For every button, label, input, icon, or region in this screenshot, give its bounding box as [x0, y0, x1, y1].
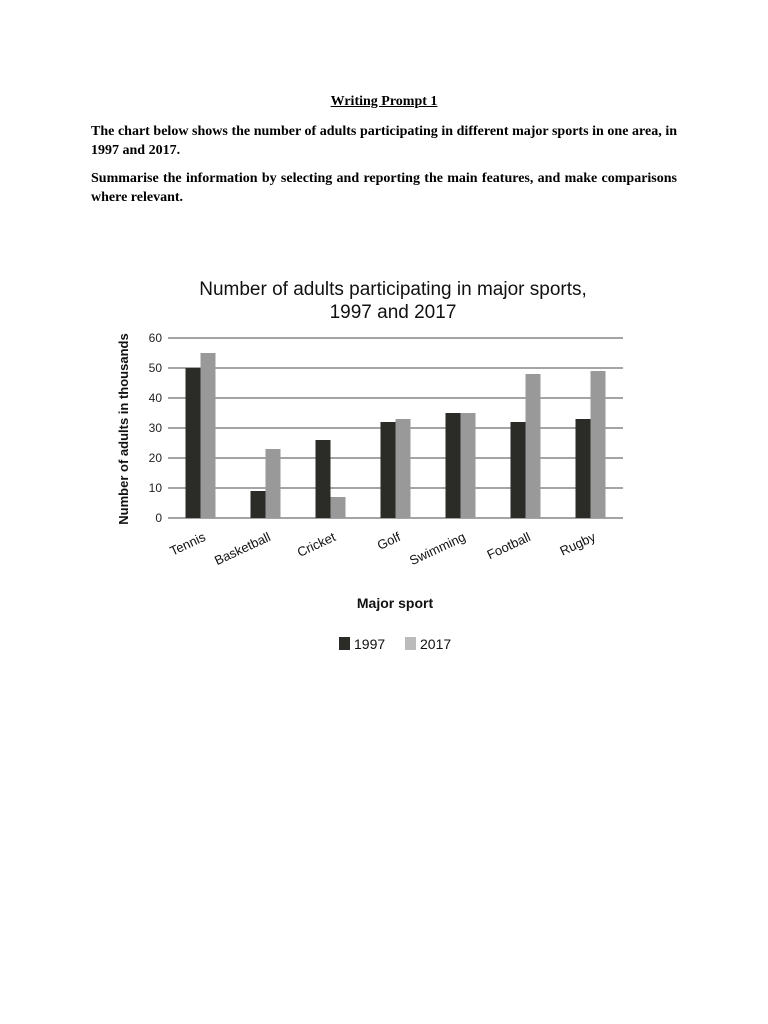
bar-1997-rugby	[576, 419, 591, 518]
bars	[186, 353, 606, 518]
chart-title-line-2: 1997 and 2017	[329, 302, 457, 323]
x-tick-labels	[167, 529, 598, 568]
x-tick-label-cricket: Cricket	[294, 529, 338, 560]
prompt-paragraph-2: Summarise the information by selecting and reporting the main features, and make comparisons where relevant.	[91, 171, 677, 205]
legend	[339, 636, 451, 652]
bar-2017-basketball	[266, 449, 281, 518]
legend-label-2017: 2017	[420, 636, 452, 652]
y-tick-label: 40	[148, 391, 162, 405]
bar-2017-swimming	[461, 413, 476, 518]
y-tick-label: 10	[148, 481, 162, 495]
bar-1997-cricket	[316, 440, 331, 518]
x-tick-label-golf: Golf	[374, 529, 403, 553]
y-tick-label: 60	[148, 331, 162, 345]
bar-2017-tennis	[201, 353, 216, 518]
legend-label-1997: 1997	[354, 636, 386, 652]
legend-swatch-1997	[339, 637, 350, 650]
bar-1997-football	[511, 422, 526, 518]
x-tick-label-basketball: Basketball	[212, 529, 273, 569]
y-tick-label: 20	[148, 451, 162, 465]
chart-title-line-1: Number of adults participating in major sports,	[199, 279, 587, 300]
y-tick-label: 0	[155, 511, 162, 525]
x-axis-label: Major sport	[356, 595, 434, 611]
bar-2017-golf	[396, 419, 411, 518]
x-tick-label-football: Football	[484, 529, 533, 563]
document-body	[91, 92, 677, 216]
y-tick-label: 30	[148, 421, 162, 435]
x-tick-label-rugby: Rugby	[557, 529, 598, 559]
legend-swatch-2017	[405, 637, 416, 650]
bar-1997-swimming	[446, 413, 461, 518]
x-tick-label-tennis: Tennis	[167, 529, 208, 559]
y-axis-label: Number of adults in thousands	[116, 333, 131, 525]
prompt-heading: Writing Prompt 1	[330, 94, 438, 109]
bar-2017-football	[526, 374, 541, 518]
y-tick-labels	[149, 331, 163, 525]
bar-1997-tennis	[186, 368, 201, 518]
bar-1997-basketball	[251, 491, 266, 518]
prompt-paragraph-1: The chart below shows the number of adults participating in different major sports in one area, in 1997 and 2017.	[91, 124, 677, 158]
bar-1997-golf	[381, 422, 396, 518]
y-tick-label: 50	[148, 361, 162, 375]
x-tick-label-swimming: Swimming	[407, 529, 468, 569]
bar-2017-cricket	[331, 497, 346, 518]
bar-2017-rugby	[591, 371, 606, 518]
bar-chart	[100, 262, 660, 662]
